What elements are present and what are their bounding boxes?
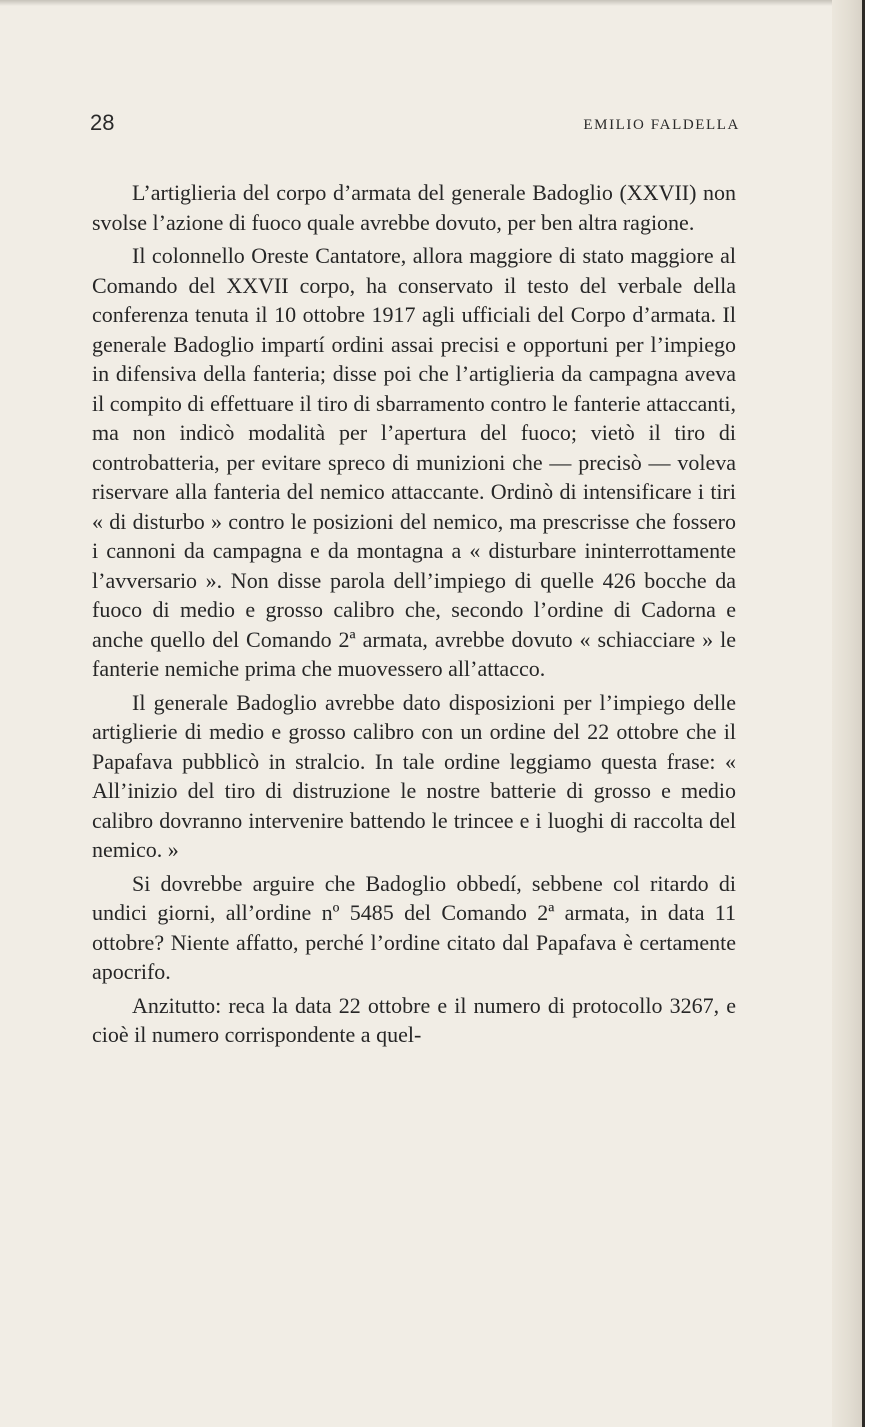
page-top-shadow	[0, 0, 876, 6]
paragraph: L’artiglieria del corpo d’armata del generale Badoglio (XXVII) non svolse l’azione di fuoco quale avrebbe dovuto, per ben altra ragione.	[92, 180, 736, 235]
paragraph: Il generale Badoglio avrebbe dato disposizioni per l’impiego delle artiglierie di medio e grosso calibro con un ordine del 22 ottobre che il Papafava pubblicò in stralcio. In tale ordine leggiamo questa frase: « All’inizio del tiro di distruzione le nostre batterie di grosso e medio calibro dovranno intervenire battendo le trincee e i luoghi di raccolta del nemico. »	[92, 689, 736, 862]
page-number: 28	[90, 110, 115, 135]
body-text	[92, 178, 736, 1050]
running-head: EMILIO FALDELLA	[583, 117, 740, 133]
page-edge-line	[862, 0, 865, 1427]
paragraph: Anzitutto: reca la data 22 ottobre e il numero di protocollo 3267, e cioè il numero corrispondente a quel-	[92, 992, 736, 1047]
page-header	[90, 108, 740, 138]
paragraph: Si dovrebbe arguire che Badoglio obbedí, sebbene col ritardo di undici giorni, all’ordine nº 5485 del Comando 2ª armata, in data 11 ottobre? Niente affatto, perché l’ordine citato dal Papafava è certamente apocrifo.	[92, 870, 736, 984]
paragraph: Il colonnello Oreste Cantatore, allora maggiore di stato maggiore al Comando del XXVII corpo, ha conservato il testo del verbale della conferenza tenuta il 10 ottobre 1917 agli ufficiali del Corpo d’armata. Il generale Badoglio impartí ordini assai precisi e opportuni per l’impiego in difensiva della fanteria; disse poi che l’artiglieria da campagna aveva il compito di effettuare il tiro di sbarramento contro le fanterie attaccanti, ma non indicò modalità per l’apertura del fuoco; vietò il tiro di controbatteria, per evitare spreco di munizioni che — precisò — voleva riservare alla fanteria del nemico attaccante. Ordinò di intensificare i tiri « di disturbo » contro le posizioni del nemico, ma prescrisse che fossero i cannoni da campagna e da montagna a « disturbare ininterrottamente l’avversario ». Non disse parola dell’impiego di quelle 426 bocche da fuoco di medio e grosso calibro che, secondo l’ordine di Cadorna e anche quello del Comando 2ª armata, avrebbe dovuto « schiacciare » le fanterie nemiche prima che muovessero all’attacco.	[92, 243, 736, 681]
page-edge-band	[832, 0, 876, 1427]
